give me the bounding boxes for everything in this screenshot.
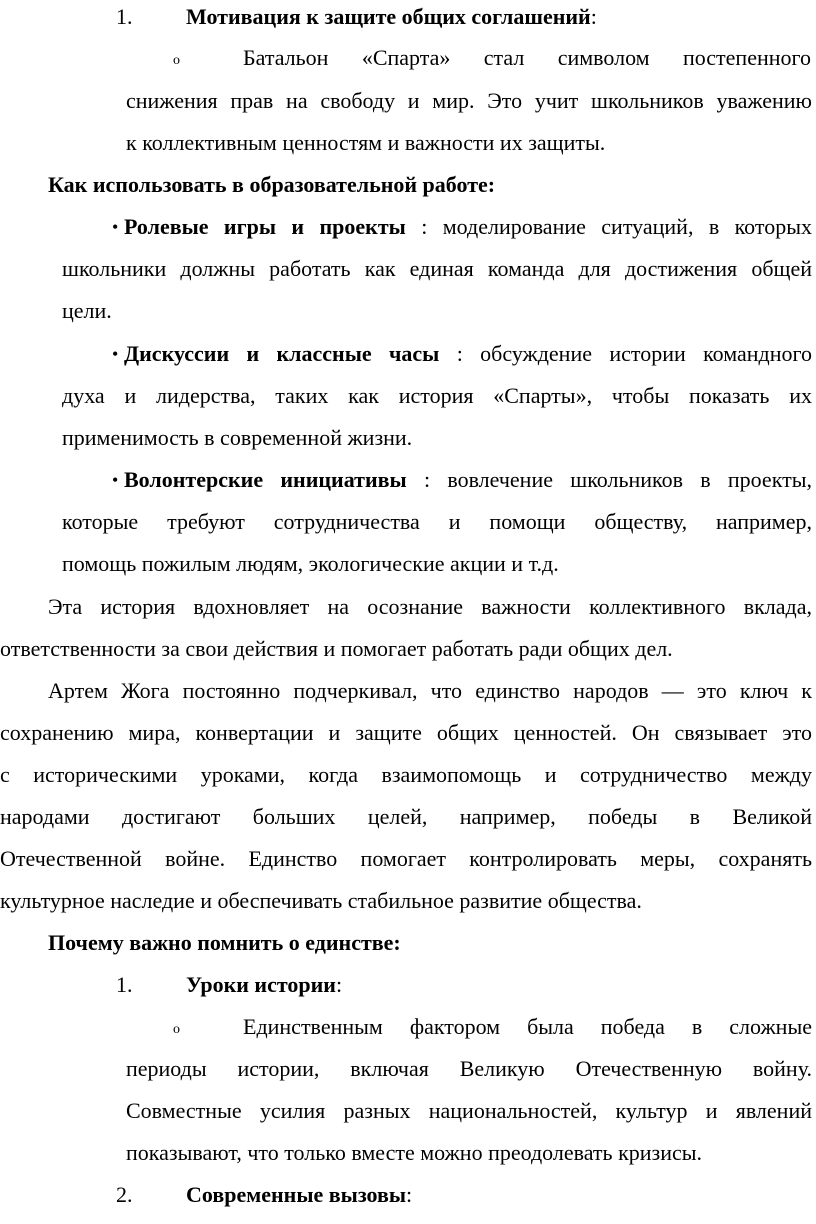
paragraph-line: Единственным фактором была победа в сложные (243, 1014, 812, 1039)
bullet-icon: • (112, 344, 119, 364)
paragraph-line: культурное наследие и обеспечивать стабильное развитие общества. (0, 888, 642, 913)
paragraph-line: Совместные усилия разных национальностей, культур и явлений (126, 1098, 812, 1123)
list-item-heading: Современные вызовы: (186, 1182, 413, 1207)
bullet-item-line: применимость в современной жизни. (62, 425, 413, 450)
bullet-item-line: Ролевые игры и проекты : моделирование ситуаций, в которых (124, 214, 813, 239)
list-item-title: Мотивация к защите общих соглашений (186, 4, 591, 29)
list-item-title: Современные вызовы (186, 1182, 407, 1207)
bullet-item-line: Волонтерские инициативы : вовлечение школьников в проекты, (124, 467, 812, 492)
paragraph-line: снижения прав на свободу и мир. Это учит школьников уважению (126, 88, 812, 113)
paragraph-line: Батальон «Спарта» стал символом постепенного (243, 45, 811, 70)
list-item-title: Уроки истории (186, 972, 336, 997)
paragraph-line: Эта история вдохновляет на осознание важности коллективного вклада, (48, 594, 812, 619)
paragraph-line: ответственности за свои действия и помогает работать ради общих дел. (0, 636, 673, 661)
bullet-item-line: помощь пожилым людям, экологические акции и т.д. (62, 551, 559, 576)
list-item-heading (186, 4, 597, 30)
paragraph-line: Отечественной войне. Единство помогает контролировать меры, сохранять (0, 846, 812, 871)
bullet-item-line: духа и лидерства, таких как история «Спарты», чтобы показать их (62, 383, 812, 408)
paragraph-line: сохранению мира, конвертации и защите общих ценностей. Он связывает это (0, 720, 812, 745)
bullet-icon: • (112, 470, 119, 490)
paragraph-line: народами достигают больших целей, например, победы в Великой (0, 804, 812, 829)
list-number: 2. (116, 1182, 133, 1207)
list-item-heading: Уроки истории: (186, 972, 343, 997)
paragraph-line: к коллективным ценностям и важности их защиты. (126, 130, 606, 155)
bullet-item-title: Ролевые игры и проекты (124, 214, 406, 239)
bullet-item-line: которые требуют сотрудничества и помощи обществу, например, (62, 509, 812, 534)
sub-list-marker: o (173, 53, 180, 68)
paragraph-line: Артем Жога постоянно подчеркивал, что единство народов — это ключ к (48, 678, 812, 703)
sub-list-marker: o (173, 1022, 180, 1037)
list-number: 1. (116, 4, 133, 29)
bullet-icon: • (112, 217, 119, 237)
paragraph-line: с историческими уроками, когда взаимопомощь и сотрудничество между (0, 762, 812, 787)
bullet-item-line: Дискуссии и классные часы : обсуждение истории командного (124, 341, 812, 366)
bullet-item-line: школьники должны работать как единая команда для достижения общей (62, 256, 812, 281)
bullet-item-title: Волонтерские инициативы (124, 467, 407, 492)
list-number: 1. (116, 972, 133, 997)
section-heading: Почему важно помнить о единстве: (48, 930, 401, 955)
paragraph-line: показывают, что только вместе можно преодолевать кризисы. (126, 1140, 703, 1165)
paragraph-line: периоды истории, включая Великую Отечественную войну. (126, 1056, 812, 1081)
section-heading: Как использовать в образовательной работе: (48, 172, 496, 197)
list-item-colon: : (590, 4, 597, 29)
bullet-item-title: Дискуссии и классные часы (124, 341, 440, 366)
bullet-item-line: цели. (62, 298, 112, 323)
